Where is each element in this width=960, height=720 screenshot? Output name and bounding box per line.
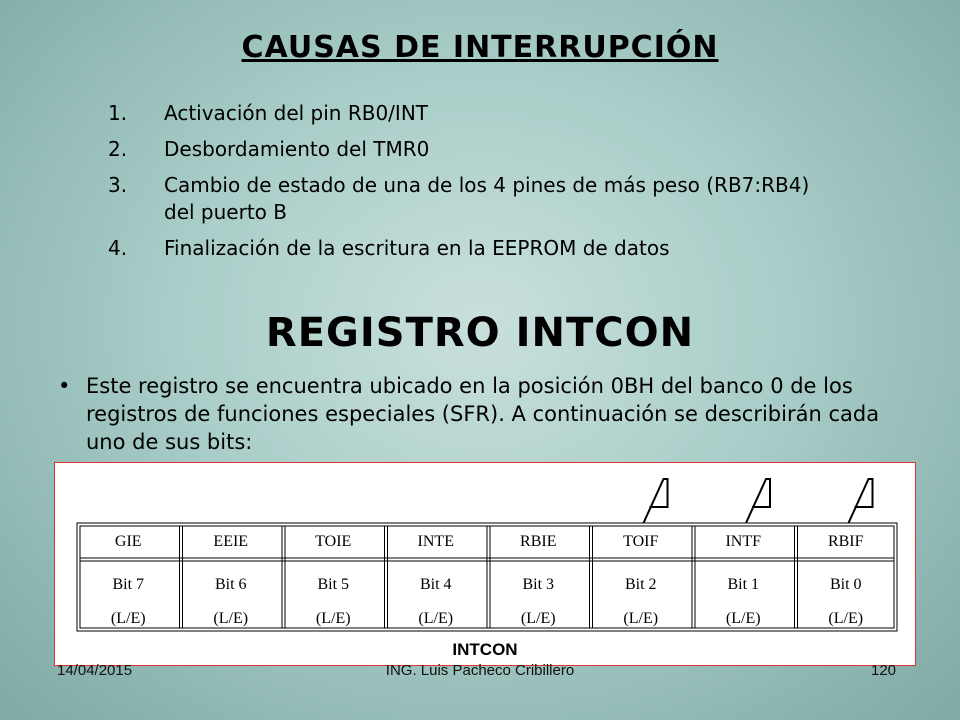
list-text: Activación del pin RB0/INT xyxy=(164,101,428,125)
bit-name-label: RBIE xyxy=(520,533,557,550)
list-item xyxy=(108,235,828,262)
description-text: Este registro se encuentra ubicado en la posición 0BH del banco 0 de los registros de funciones especiales (SFR). A continuación se describirán cada uno de sus bits: xyxy=(86,374,880,454)
bit-access-label: (L/E) xyxy=(418,610,454,627)
bit-access-label: (L/E) xyxy=(725,610,761,627)
list-item xyxy=(108,100,828,127)
register-caption: INTCON xyxy=(452,640,518,659)
bit-access-label: (L/E) xyxy=(623,610,659,627)
bit-name-label: TOIF xyxy=(623,533,659,550)
register-description xyxy=(58,372,908,456)
causes-list xyxy=(108,100,828,271)
list-number: 4. xyxy=(108,236,128,260)
list-item xyxy=(108,136,828,163)
list-item xyxy=(108,172,828,226)
bullet-icon: • xyxy=(58,374,71,398)
footer-date: 14/04/2015 xyxy=(57,662,133,679)
footer-page-number: 120 xyxy=(871,662,897,679)
bit-access-label: (L/E) xyxy=(315,610,351,627)
bit-number-label: Bit 1 xyxy=(727,576,760,593)
bit-name-label: GIE xyxy=(114,533,142,550)
list-text: Finalización de la escritura en la EEPROM de datos xyxy=(164,236,670,260)
flag-marker-icon xyxy=(849,479,873,523)
bit-number-label: Bit 0 xyxy=(829,576,862,593)
bit-number-label: Bit 5 xyxy=(317,576,350,593)
bit-name-label: RBIF xyxy=(827,533,864,550)
bit-access-label: (L/E) xyxy=(520,610,556,627)
bit-access-label: (L/E) xyxy=(213,610,249,627)
footer-author: ING. Luis Pacheco Cribillero xyxy=(385,662,575,679)
flag-marker-icon xyxy=(746,479,770,523)
bit-name-label: EEIE xyxy=(213,533,249,550)
list-number: 1. xyxy=(108,101,128,125)
bit-name-label: TOIE xyxy=(315,533,352,550)
bit-access-label: (L/E) xyxy=(110,610,146,627)
intcon-register-figure xyxy=(54,462,916,666)
flag-marker-icon xyxy=(644,479,668,523)
bit-name-label: INTF xyxy=(725,533,762,550)
bit-number-label: Bit 4 xyxy=(419,576,452,593)
register-diagram xyxy=(55,463,915,665)
causes-title: CAUSAS DE INTERRUPCIÓN xyxy=(241,30,719,65)
bit-name-label: INTE xyxy=(417,533,454,550)
bit-number-label: Bit 6 xyxy=(214,576,247,593)
bit-number-label: Bit 3 xyxy=(522,576,555,593)
list-text: Cambio de estado de una de los 4 pines de más peso (RB7:RB4) del puerto B xyxy=(164,173,810,224)
register-title: REGISTRO INTCON xyxy=(265,310,695,356)
bit-access-label: (L/E) xyxy=(828,610,864,627)
bit-number-label: Bit 2 xyxy=(624,576,657,593)
list-text: Desbordamiento del TMR0 xyxy=(164,137,430,161)
list-number: 2. xyxy=(108,137,128,161)
list-number: 3. xyxy=(108,173,128,197)
bit-number-label: Bit 7 xyxy=(112,576,145,593)
